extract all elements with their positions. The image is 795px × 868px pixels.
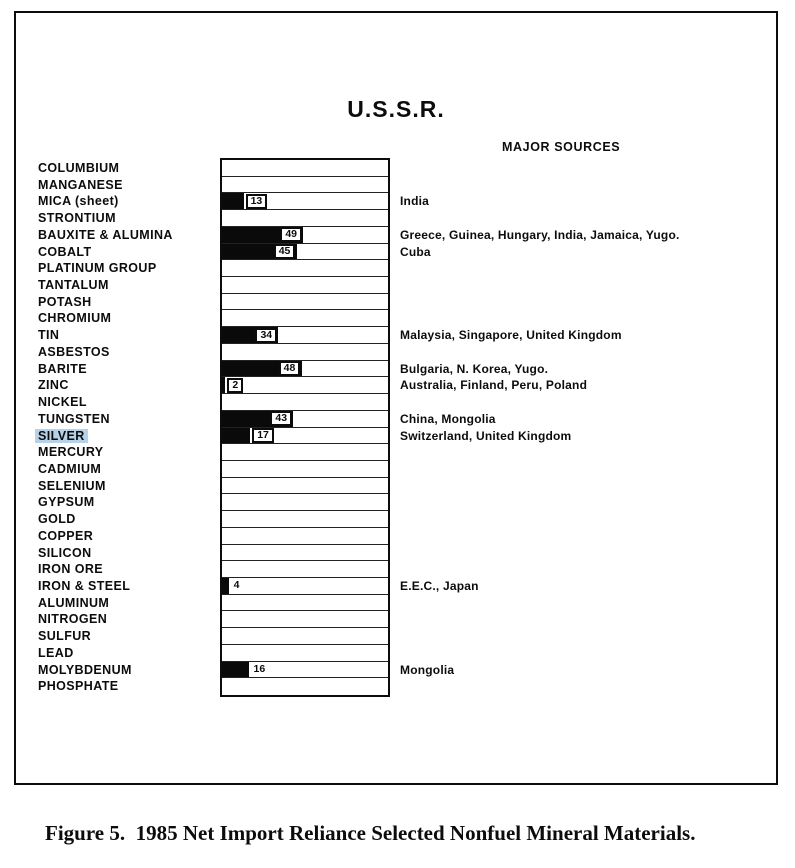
bar-track [222, 578, 388, 595]
import-reliance-bar [222, 662, 249, 678]
mineral-row [38, 327, 778, 344]
import-reliance-bar [222, 377, 225, 393]
mineral-name [38, 578, 216, 595]
mineral-row [38, 511, 778, 528]
mineral-name [38, 310, 216, 327]
mineral-name [38, 260, 216, 277]
import-reliance-bar [222, 578, 229, 594]
mineral-row [38, 411, 778, 428]
value-label: 17 [252, 428, 274, 443]
value-label: 48 [279, 361, 301, 376]
mineral-name-label: POTASH [38, 294, 92, 309]
bar-track [222, 260, 388, 277]
bar-track [222, 478, 388, 495]
bar-track [222, 411, 388, 428]
bar-track [222, 177, 388, 194]
value-label: 43 [270, 411, 292, 426]
chart-rows [38, 160, 778, 695]
mineral-name-label: TANTALUM [38, 278, 109, 293]
mineral-name-label: NITROGEN [38, 612, 108, 627]
mineral-name-label: MANGANESE [38, 177, 123, 192]
mineral-name [38, 177, 216, 194]
bar-track [222, 327, 388, 344]
mineral-name [38, 411, 216, 428]
mineral-row [38, 227, 778, 244]
chart-title: U.S.S.R. [347, 96, 445, 122]
mineral-name [38, 528, 216, 545]
mineral-row [38, 361, 778, 378]
bar-track [222, 528, 388, 545]
mineral-name-label: LEAD [38, 645, 74, 660]
mineral-name [38, 327, 216, 344]
mineral-name-label: IRON ORE [38, 562, 104, 577]
major-sources-text: Mongolia [400, 662, 455, 677]
mineral-name-label: PHOSPHATE [38, 679, 119, 694]
mineral-name-label: ZINC [38, 378, 69, 393]
mineral-name-label: COLUMBIUM [38, 161, 120, 175]
mineral-name [38, 227, 216, 244]
major-sources-header: MAJOR SOURCES [502, 140, 621, 154]
bar-track [222, 428, 388, 445]
mineral-row [38, 177, 778, 194]
mineral-name [38, 561, 216, 578]
bar-track [222, 628, 388, 645]
mineral-name [38, 628, 216, 645]
value-label: 16 [251, 663, 269, 675]
bar-track [222, 595, 388, 612]
mineral-name-label: MERCURY [38, 445, 104, 460]
mineral-row [38, 478, 778, 495]
import-reliance-bar [222, 193, 244, 209]
mineral-name-label: BARITE [38, 361, 87, 376]
bar-track [222, 662, 388, 679]
bar-track [222, 394, 388, 411]
mineral-row [38, 578, 778, 595]
mineral-row [38, 210, 778, 227]
mineral-row [38, 528, 778, 545]
mineral-name-label: BAUXITE & ALUMINA [38, 227, 173, 242]
bar-track [222, 344, 388, 361]
mineral-name [38, 361, 216, 378]
value-label: 4 [231, 579, 243, 591]
major-sources-text: Australia, Finland, Peru, Poland [400, 378, 588, 393]
mineral-name-label: ASBESTOS [38, 344, 110, 359]
mineral-name-label: TIN [38, 328, 60, 343]
bar-track [222, 377, 388, 394]
mineral-row [38, 561, 778, 578]
mineral-row [38, 678, 778, 695]
mineral-name [38, 478, 216, 495]
mineral-name-label: MOLYBDENUM [38, 662, 132, 677]
bar-track [222, 361, 388, 378]
major-sources-text: Switzerland, United Kingdom [400, 428, 572, 443]
mineral-row [38, 595, 778, 612]
mineral-name-label: COBALT [38, 244, 92, 259]
major-sources-text: E.E.C., Japan [400, 578, 479, 593]
mineral-name-label: PLATINUM GROUP [38, 261, 157, 276]
mineral-name-label: MICA (sheet) [38, 194, 119, 209]
bar-track [222, 561, 388, 578]
mineral-name [38, 662, 216, 679]
mineral-name-label: SELENIUM [38, 478, 106, 493]
mineral-row [38, 444, 778, 461]
mineral-row [38, 394, 778, 411]
value-label: 13 [246, 194, 268, 209]
mineral-name-label: TUNGSTEN [38, 411, 110, 426]
mineral-name [38, 511, 216, 528]
value-label: 45 [274, 244, 296, 259]
mineral-row [38, 193, 778, 210]
mineral-row [38, 628, 778, 645]
mineral-row [38, 260, 778, 277]
mineral-name [38, 428, 216, 445]
mineral-name [38, 595, 216, 612]
mineral-row [38, 428, 778, 445]
bar-track [222, 461, 388, 478]
value-label: 49 [280, 227, 302, 242]
mineral-name [38, 461, 216, 478]
mineral-name-label: CHROMIUM [38, 311, 112, 326]
bar-track [222, 494, 388, 511]
mineral-name [38, 210, 216, 227]
bar-track [222, 310, 388, 327]
mineral-name [38, 294, 216, 311]
mineral-row [38, 494, 778, 511]
major-sources-text: Malaysia, Singapore, United Kingdom [400, 328, 622, 343]
mineral-name [38, 160, 216, 177]
mineral-name-label: CADMIUM [38, 461, 102, 476]
bar-track [222, 611, 388, 628]
bar-track [222, 645, 388, 662]
mineral-name [38, 444, 216, 461]
mineral-row [38, 645, 778, 662]
mineral-name-label: NICKEL [38, 395, 87, 410]
mineral-row [38, 461, 778, 478]
mineral-name-label: IRON & STEEL [38, 578, 131, 593]
mineral-name-label: SULFUR [38, 629, 92, 644]
major-sources-text: Bulgaria, N. Korea, Yugo. [400, 361, 549, 376]
mineral-name [38, 494, 216, 511]
bar-track [222, 678, 388, 695]
mineral-name [38, 545, 216, 562]
mineral-name [38, 277, 216, 294]
mineral-row [38, 160, 778, 177]
mineral-name-label: COPPER [38, 528, 94, 543]
bar-track [222, 444, 388, 461]
mineral-name [38, 678, 216, 695]
mineral-row [38, 244, 778, 261]
figure-caption: Figure 5. 1985 Net Import Reliance Selected Nonfuel Mineral Materials. [45, 821, 696, 845]
bar-track [222, 160, 388, 177]
mineral-name [38, 193, 216, 210]
bar-track [222, 511, 388, 528]
mineral-name-label: SILVER [35, 429, 88, 443]
mineral-row [38, 662, 778, 679]
bar-track [222, 210, 388, 227]
value-label: 34 [255, 328, 277, 343]
mineral-row [38, 344, 778, 361]
mineral-name-label: ALUMINUM [38, 595, 110, 610]
mineral-name [38, 244, 216, 261]
mineral-name-label: GOLD [38, 512, 76, 527]
mineral-row [38, 545, 778, 562]
mineral-row [38, 277, 778, 294]
mineral-row [38, 310, 778, 327]
bar-track [222, 227, 388, 244]
major-sources-text: Greece, Guinea, Hungary, India, Jamaica, Yugo. [400, 227, 680, 242]
mineral-name [38, 394, 216, 411]
mineral-name-label: GYPSUM [38, 495, 95, 510]
mineral-row [38, 611, 778, 628]
bar-track [222, 193, 388, 210]
value-label: 2 [227, 378, 243, 393]
mineral-name [38, 611, 216, 628]
mineral-name-label: SILICON [38, 545, 92, 560]
bar-track [222, 277, 388, 294]
bar-track [222, 294, 388, 311]
major-sources-text: China, Mongolia [400, 411, 496, 426]
mineral-row [38, 377, 778, 394]
mineral-name [38, 645, 216, 662]
major-sources-text: India [400, 194, 430, 209]
mineral-name-label: STRONTIUM [38, 211, 116, 226]
import-reliance-bar [222, 428, 250, 444]
mineral-row [38, 294, 778, 311]
bar-track [222, 545, 388, 562]
major-sources-text: Cuba [400, 244, 431, 259]
mineral-name [38, 344, 216, 361]
mineral-name [38, 377, 216, 394]
bar-track [222, 244, 388, 261]
